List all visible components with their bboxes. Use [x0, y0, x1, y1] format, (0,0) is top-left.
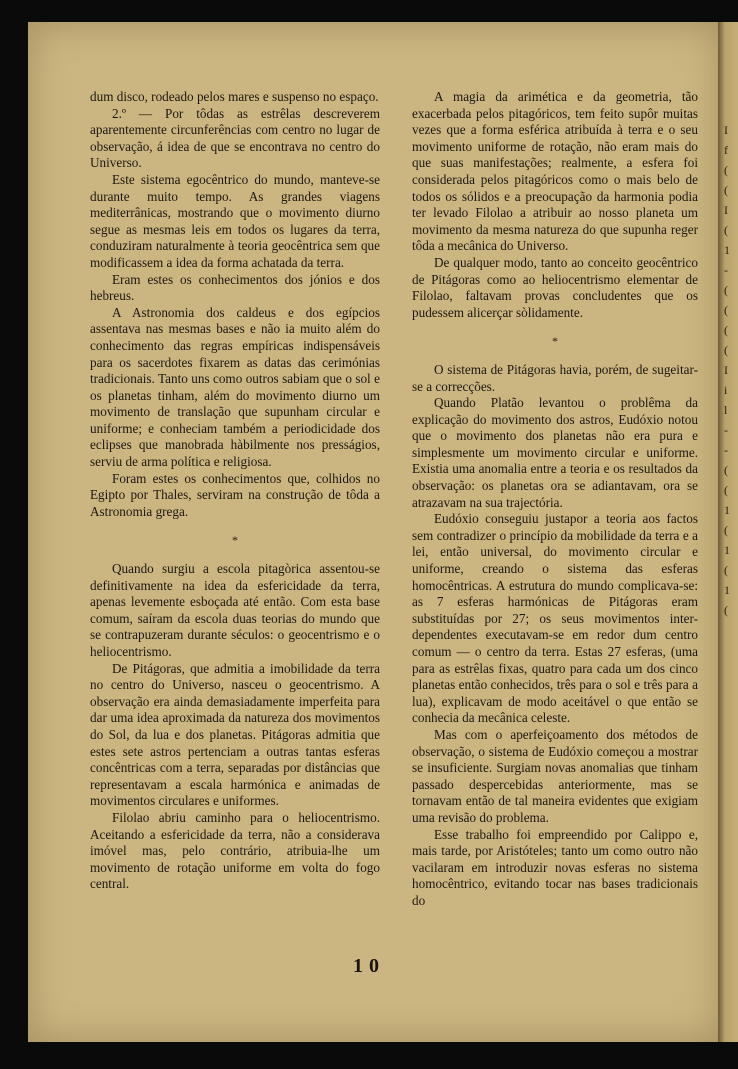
left-column [90, 89, 380, 893]
left-paragraph-4: Eram estes os conhecimentos dos jónios e dos hebreus. [90, 271, 380, 304]
page-number: 10 [353, 955, 385, 977]
left-paragraph-2: 2.º — Por tôdas as estrêlas descreverem aparentemente circunferências com centro no lugar de observação, á idea de que se encontrava no centro do Universo. [90, 105, 380, 171]
right-column [412, 89, 698, 910]
right-paragraph-1: A magia da arimética e da geometria, tão exacerbada pelos pitagóricos, tem feito supôr muitas vezes que a forma esférica atribuída à terra e o seu movimento uniforme de rotação, não eram mais do que suas manifestações; realmente, a esfera foi considerada pelos pitagóricos como o mais belo de todos os sólidos e a preocupação da harmonia podia ter levado Filolao a atribuir ao nosso planeta um movimento da mesma natureza do que supunha reger tôda a mecânica do Universo. [412, 89, 698, 254]
left-paragraph-1: dum disco, rodeado pelos mares e suspenso no espaço. [90, 89, 379, 104]
right-paragraph-5: Eudóxio conseguiu justapor a teoria aos factos sem contradizer o princípio da mobilidade da terra e a lei, então universal, do movimento circular e uniforme, creando o sistema das esferas homocêntricas. A estrutura do mundo complicava-se: as 7 esferas harmónicas de Pitágoras eram substituídas por 27; os seus movimentos inter-dependentes executavam-se em redor dum centro comum — o centro da terra. Estas 27 esferas, (uma para as estrêlas fixas, quatro para cada um dos cinco planetas então conhecidos, três para o sol e três para a lua), explicavam de modo aceitável o que então se conhecia da mecânica celeste. [412, 511, 698, 726]
left-paragraph-3: Este sistema egocêntrico do mundo, manteve-se durante muito tempo. As grandes viagens mediterrânicas, mostrando que o movimento diurno segue as mesmas leis em todos os lugares da terra, conduziram naturalmente à teoria geocêntrica sem que modificassem a idea da forma achatada da terra. [90, 171, 380, 270]
left-paragraph-5: A Astronomia dos caldeus e dos egípcios assentava nas mesmas bases e não ia muito além do conhecimento das regras empíricas indispensáveis para os sacerdotes fixarem as datas das cerimónias tradicionais. Tanto uns como outros sabiam que o sol e os planetas tinham, além do movimento diurno um movimento de translação que supunham circular e uniforme; e conheciam também a periodicidade dos eclipses que manobrada hàbilmente nos presságios, serviu de arma política e religiosa. [90, 304, 380, 470]
right-paragraph-2: De qualquer modo, tanto ao conceito geocêntrico de Pitágoras como ao heliocentrismo elementar de Filolao, faltavam provas concludentes que os pudessem alicerçar sòlidamente. [412, 254, 698, 320]
right-paragraph-6: Mas com o aperfeiçoamento dos métodos de observação, o sistema de Eudóxio começou a mostrar se insuficiente. Surgiam novas anomalias que tinham passado despercebidas anteriormente, mas se tornavam então de tal maneira evidentes que exigiam uma revisão do problema. [412, 726, 698, 825]
left-paragraph-6: Foram estes os conhecimentos que, colhidos no Egipto por Thales, serviram na construção de tôda a Astronomia grega. [90, 470, 380, 519]
right-paragraph-3: O sistema de Pitágoras havia, porém, de sugeitar-se a correcções. [412, 361, 698, 394]
right-paragraph-7: Esse trabalho foi empreendido por Calippo e, mais tarde, por Aristóteles; tanto um como outro não vacilaram em introduzir novas esferas no sistema homocêntrico, evitando tocar nas bases tradicionais do [412, 826, 698, 908]
section-separator: * [552, 334, 558, 349]
left-paragraph-7: Quando surgiu a escola pitagòrica assentou-se definitivamente na idea da esfericidade da terra, apenas levemente esboçada até então. Com esta base comum, saíram da escola duas teorias do mundo que se contrapuzeram durante séculos: o geocentrismo e o heliocentrismo. [90, 561, 380, 659]
left-paragraph-8: De Pitágoras, que admitia a imobilidade da terra no centro do Universo, nasceu o geocentrismo. A observação era ainda demasiadamente imperfeita para dar uma idea aproximada da natureza dos movimentos do Sol, da lua e dos planetas. Pitágoras admitia que estes sete astros pertenciam a outras tantas esferas concêntricas com a terra, separadas por distâncias que representavam a escala harmónica e animadas de movimentos circulares e uniformes. [90, 660, 380, 809]
section-separator: * [232, 533, 238, 548]
left-paragraph-9: Filolao abriu caminho para o heliocentrismo. Aceitando a esfericidade da terra, não a considerava imóvel mas, pelo contrário, atribuia-lhe um movimento de rotação uniforme em volta do fogo central. [90, 809, 380, 892]
right-paragraph-4: Quando Platão levantou o problêma da explicação do movimento dos astros, Eudóxio notou que o movimento dos planetas não era pura e simplesmente um movimento circular e uniforme. Existia uma anomalia entre a teoria e os resultados da observação: os planetas ora se adiantavam, ora se atrazavam na sua trajectória. [412, 395, 698, 510]
next-page-edge-text: I f ( ( I ( 1 - ( ( ( ( I i l - - ( ( 1 ( 1 ( 1 ( [724, 123, 730, 617]
